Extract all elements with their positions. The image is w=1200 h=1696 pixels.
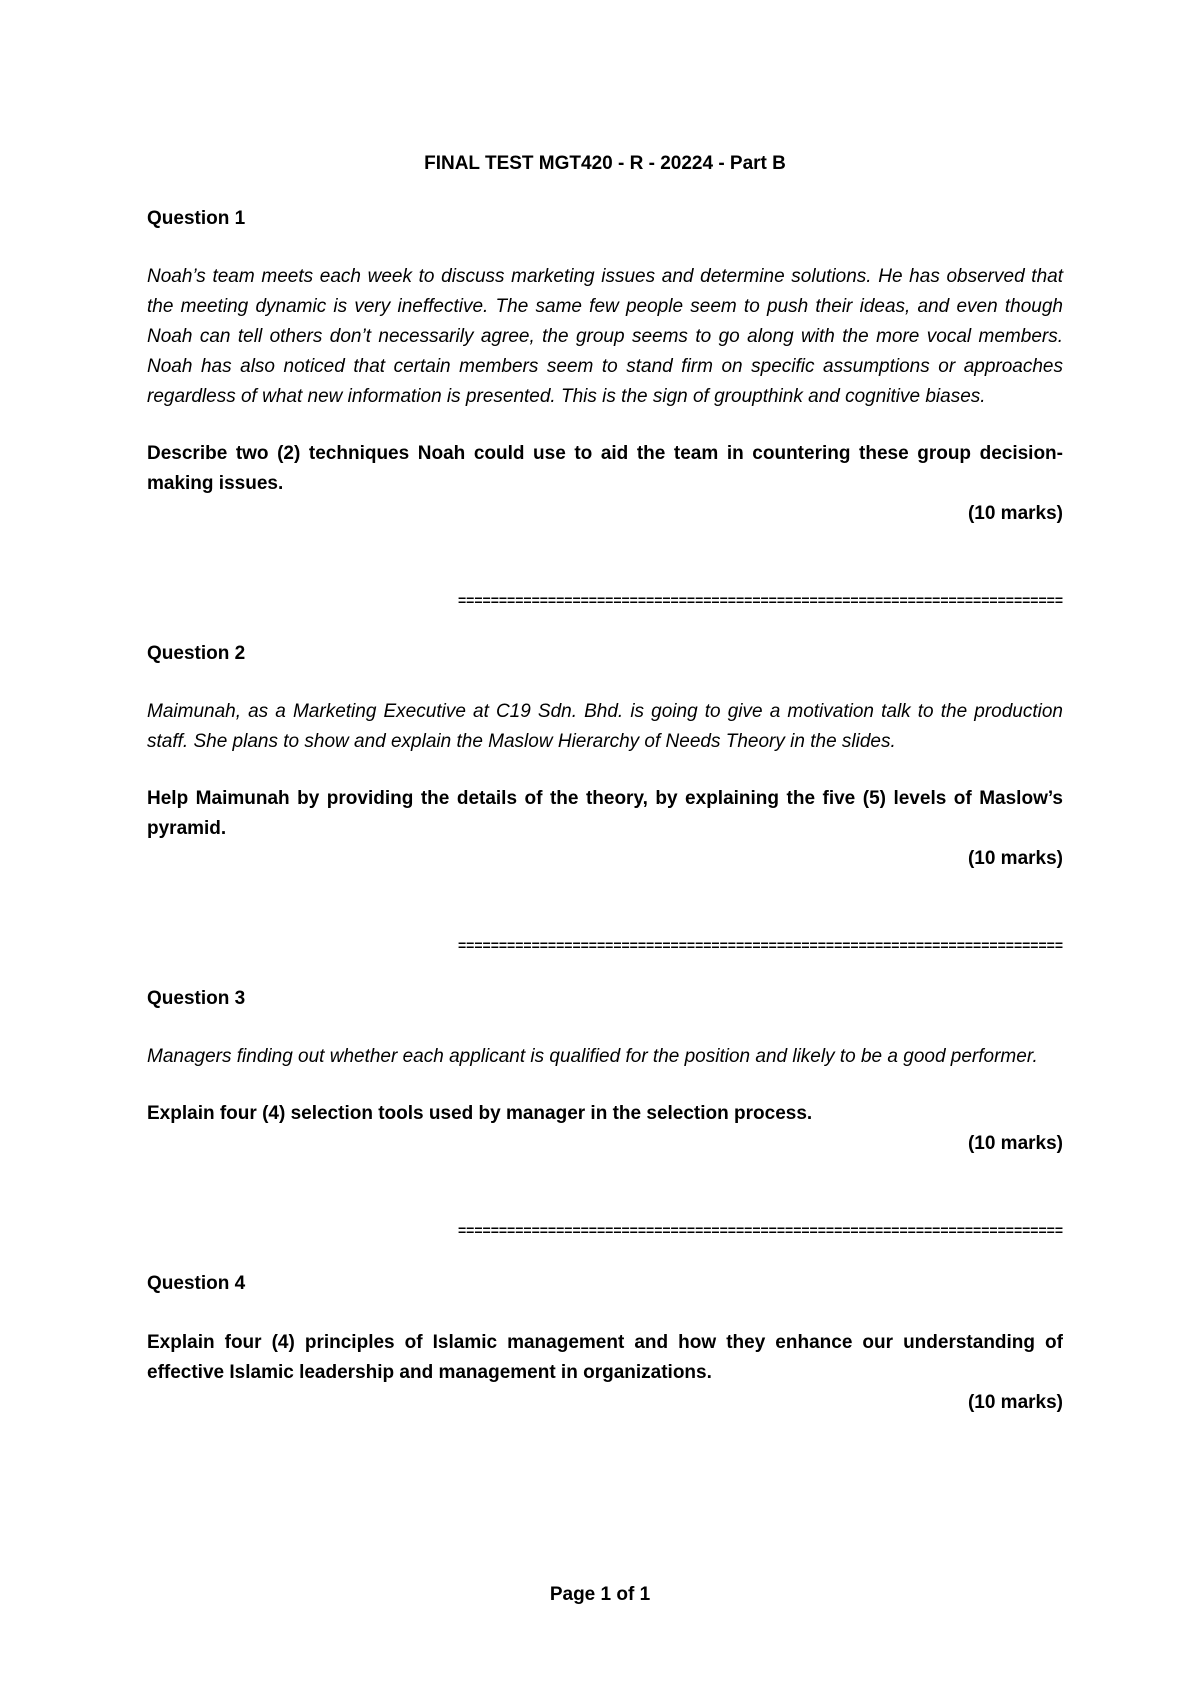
- question-heading: Question 1: [147, 208, 246, 229]
- question-heading: Question 2: [147, 643, 246, 664]
- question-scenario: Maimunah, as a Marketing Executive at C19 Sdn. Bhd. is going to give a motivation talk to the production staff. She plans to show and explain the Maslow Hierarchy of Needs Theory in the slides.: [147, 701, 1063, 752]
- document-title: FINAL TEST MGT420 - R - 20224 - Part B: [424, 153, 786, 174]
- question-scenario: Managers finding out whether each applicant is qualified for the position and likely to be a good performer.: [147, 1046, 1038, 1067]
- exam-page: [147, 150, 1063, 1418]
- question-heading: Question 3: [147, 988, 246, 1009]
- question-marks: (10 marks): [967, 1133, 1063, 1154]
- question-scenario: Noah’s team meets each week to discuss marketing issues and determine solutions. He has observed that the meeting dynamic is very ineffective. The same few people seem to push their ideas, and even though Noah can tell others don’t necessarily agree, the group seems to go along with the more vocal members. Noah has also noticed that certain members seem to stand firm on specific assumptions or approaches regardless of what new information is presented. This is the sign of groupthink and cognitive biases.: [147, 266, 1063, 407]
- question-1: [147, 205, 1063, 529]
- question-marks: (10 marks): [967, 503, 1063, 524]
- question-3: [147, 985, 1063, 1159]
- section-separator: ==========================================================================: [457, 1222, 1063, 1238]
- question-task: Help Maimunah by providing the details of the theory, by explaining the five (5) levels of Maslow’s pyramid.: [147, 788, 1063, 839]
- section-separator: ==========================================================================: [457, 937, 1063, 953]
- question-marks: (10 marks): [967, 848, 1063, 869]
- page-footer: Page 1 of 1: [549, 1584, 651, 1605]
- question-4: [147, 1270, 1063, 1418]
- question-task: Explain four (4) selection tools used by manager in the selection process.: [147, 1103, 813, 1124]
- question-heading: Question 4: [147, 1273, 246, 1294]
- question-2: [147, 640, 1063, 874]
- section-separator: ==========================================================================: [457, 592, 1063, 608]
- question-marks: (10 marks): [967, 1392, 1063, 1413]
- question-task: Describe two (2) techniques Noah could use to aid the team in countering these group decision-making issues.: [147, 443, 1063, 494]
- question-task: Explain four (4) principles of Islamic management and how they enhance our understanding of effective Islamic leadership and management in organizations.: [147, 1332, 1063, 1383]
